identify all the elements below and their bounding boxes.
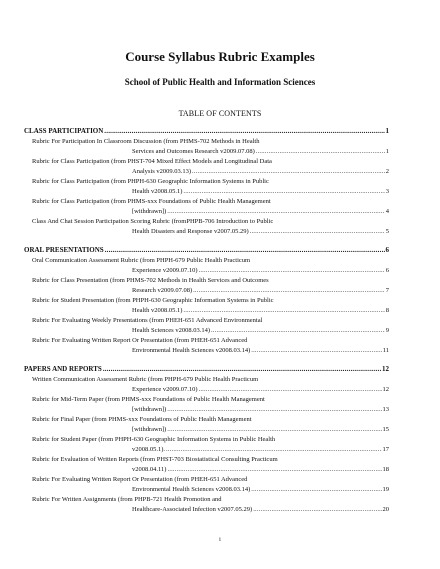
entry-title-continuation: Health Sciences v2008.03.14) <box>132 326 210 334</box>
toc-entry[interactable] <box>24 137 389 156</box>
toc-entry[interactable] <box>24 197 389 216</box>
document-subtitle: School of Public Health and Information Sciences <box>124 77 316 87</box>
toc-entry[interactable] <box>24 415 389 434</box>
entry-title-continuation: Health v2008.05.1) <box>132 187 183 195</box>
dot-leader <box>251 485 381 495</box>
entry-continuation-row <box>32 326 389 336</box>
dot-leader <box>192 167 385 177</box>
dot-leader <box>167 207 384 217</box>
entry-page-number: 15 <box>382 425 389 433</box>
entry-title-line: Rubric For Evaluating Weekly Presentations (from PHEH-651 Advanced Environmental <box>32 317 263 324</box>
entry-title-line: Rubric for Class Participation (from PHST-704 Mixed Effect Models and Longitudinal Data <box>32 158 272 165</box>
entry-title-continuation: Services and Outcomes Research v2009.07.08) <box>132 147 255 155</box>
table-of-contents <box>24 126 389 515</box>
entry-title-line: Rubric for Class Participation (from PHMS-xxx Foundations of Public Health Management <box>32 198 271 205</box>
dot-leader <box>104 126 384 136</box>
entry-title-continuation: Experience v2009.07.10) <box>132 266 198 274</box>
section-page-number: 1 <box>385 127 389 135</box>
entry-title-continuation: Environmental Health Sciences v2008.03.14) <box>132 485 251 493</box>
dot-leader <box>167 465 381 475</box>
dot-leader <box>199 266 385 276</box>
entry-continuation-row <box>32 227 389 237</box>
toc-section <box>24 245 389 355</box>
entry-page-number: 8 <box>385 306 389 314</box>
entry-continuation-row <box>32 207 389 217</box>
toc-entry[interactable] <box>24 435 389 454</box>
entry-title-continuation: Analysis v2009.03.13) <box>132 167 192 175</box>
entry-page-number: 17 <box>382 445 389 453</box>
dot-leader <box>183 187 384 197</box>
entry-title-continuation: Health v2008.05.1) <box>132 306 183 314</box>
entry-title-line: Rubric for Evaluation of Written Reports (from PHST-703 Biostatistical Consulting Practicum <box>32 456 278 463</box>
dot-leader <box>193 286 385 296</box>
toc-entry[interactable] <box>24 256 389 275</box>
entry-title-continuation: Health Disasters and Response v2007.05.29) <box>132 227 249 235</box>
entry-title-continuation: [withdrawn]) <box>132 207 167 215</box>
entry-continuation-row <box>32 306 389 316</box>
entry-continuation-row <box>32 346 389 356</box>
entry-title-continuation: v2008.04.11) <box>132 465 167 473</box>
entry-page-number: 13 <box>382 405 389 413</box>
toc-entry[interactable] <box>24 375 389 394</box>
entry-continuation-row <box>32 167 389 177</box>
toc-entry[interactable] <box>24 395 389 414</box>
entry-page-number: 6 <box>385 266 389 274</box>
entry-continuation-row <box>32 147 389 157</box>
toc-section <box>24 126 389 236</box>
entry-continuation-row <box>32 485 389 495</box>
entry-page-number: 9 <box>385 326 389 334</box>
dot-leader <box>251 346 381 356</box>
entry-continuation-row <box>32 385 389 395</box>
section-label: CLASS PARTICIPATION <box>24 127 104 135</box>
entry-continuation-row <box>32 405 389 415</box>
entry-title-line: Rubric for Student Presentation (from PHPH-630 Geographic Information Systems in Public <box>32 297 274 304</box>
entry-continuation-row <box>32 445 389 455</box>
section-label: ORAL PRESENTATIONS <box>24 246 104 254</box>
entry-title-line: Rubric for Mid-Term Paper (from PHMS-xxx Foundations of Public Health Management <box>32 396 265 403</box>
toc-section-heading[interactable] <box>24 364 389 374</box>
dot-leader <box>105 245 385 255</box>
entry-page-number: 2 <box>385 167 389 175</box>
entry-continuation-row <box>32 187 389 197</box>
entry-continuation-row <box>32 505 389 515</box>
entry-page-number: 19 <box>382 485 389 493</box>
dot-leader <box>167 405 381 415</box>
dot-leader <box>250 227 385 237</box>
page-number: i <box>219 537 221 543</box>
entry-title-continuation: [withdrawn]) <box>132 425 167 433</box>
entry-page-number: 11 <box>382 346 389 354</box>
entry-page-number: 12 <box>382 385 389 393</box>
toc-entry[interactable] <box>24 455 389 474</box>
toc-section-heading[interactable] <box>24 126 389 136</box>
document-title: Course Syllabus Rubric Examples <box>125 49 315 64</box>
entry-title-continuation: v2008.05.1). <box>132 445 166 453</box>
toc-entry[interactable] <box>24 217 389 236</box>
entry-title-line: Rubric For Evaluating Written Report Or Presentation (from PHEH-651 Advanced <box>32 476 248 483</box>
entry-page-number: 7 <box>385 286 389 294</box>
entry-page-number: 5 <box>385 227 389 235</box>
entry-continuation-row <box>32 425 389 435</box>
entry-page-number: 4 <box>385 207 389 215</box>
toc-entry[interactable] <box>24 177 389 196</box>
dot-leader <box>211 326 385 336</box>
toc-section-heading[interactable] <box>24 245 389 255</box>
entry-continuation-row <box>32 465 389 475</box>
toc-section <box>24 364 389 514</box>
entry-title-continuation: Healthcare-Associated Infection v2007.05.29) <box>132 505 253 513</box>
entry-title-line: Rubric for Class Presentation (from PHMS-702 Methods in Health Services and Outcomes <box>32 277 269 284</box>
toc-heading: TABLE OF CONTENTS <box>178 109 262 118</box>
dot-leader <box>183 306 384 316</box>
dot-leader <box>199 385 382 395</box>
dot-leader <box>166 445 381 455</box>
toc-entry[interactable] <box>24 316 389 335</box>
entry-continuation-row <box>32 286 389 296</box>
entry-title-line: Rubric For Written Assignments (from PHPB-721 Health Promotion and <box>32 496 222 503</box>
entry-title-line: Rubric for Student Paper (from PHPH-630 Geographic Information Systems in Public Health <box>32 436 276 443</box>
entry-title-continuation: [withdrawn]) <box>132 405 167 413</box>
section-spacer <box>24 356 389 364</box>
entry-title-line: Rubric for Final Paper (from PHMS-xxx Foundations of Public Health Management <box>32 416 252 423</box>
entry-title-continuation: Experience v2009.07.10) <box>132 385 198 393</box>
entry-page-number: 20 <box>382 505 389 513</box>
section-page-number: 6 <box>385 246 389 254</box>
entry-title-line: Class And Chat Session Participation Scoring Rubric (fromPHPB-706 Introduction to Public <box>32 218 274 225</box>
toc-entry[interactable] <box>24 276 389 295</box>
dot-leader <box>253 505 381 515</box>
entry-title-line: Rubric for Class Participation (from PHPH-630 Geographic Information Systems in Public <box>32 178 269 185</box>
dot-leader <box>167 425 381 435</box>
section-page-number: 12 <box>382 365 389 373</box>
section-spacer <box>24 237 389 245</box>
toc-entry[interactable] <box>24 336 389 355</box>
toc-entry[interactable] <box>24 475 389 494</box>
section-label: PAPERS AND REPORTS <box>24 365 102 373</box>
entry-page-number: 18 <box>382 465 389 473</box>
toc-entry[interactable] <box>24 157 389 176</box>
dot-leader <box>256 147 385 157</box>
entry-page-number: 3 <box>385 187 389 195</box>
toc-entry[interactable] <box>24 296 389 315</box>
entry-continuation-row <box>32 266 389 276</box>
entry-title-line: Oral Communication Assessment Rubric (from PHPH-679 Public Health Practicum <box>32 257 251 264</box>
entry-page-number: 1 <box>385 147 389 155</box>
entry-title-line: Rubric For Evaluating Written Report Or Presentation (from PHEH-651 Advanced <box>32 337 248 344</box>
toc-entry[interactable] <box>24 495 389 514</box>
entry-title-line: Written Communication Assessment Rubric (from PHPH-679 Public Health Practicum <box>32 376 259 383</box>
dot-leader <box>103 364 381 374</box>
entry-title-continuation: Research v2009.07.08) <box>132 286 193 294</box>
entry-title-continuation: Environmental Health Sciences v2008.03.14) <box>132 346 251 354</box>
entry-title-line: Rubric For Participation In Classroom Discussion (from PHMS-702 Methods in Health <box>32 138 260 145</box>
